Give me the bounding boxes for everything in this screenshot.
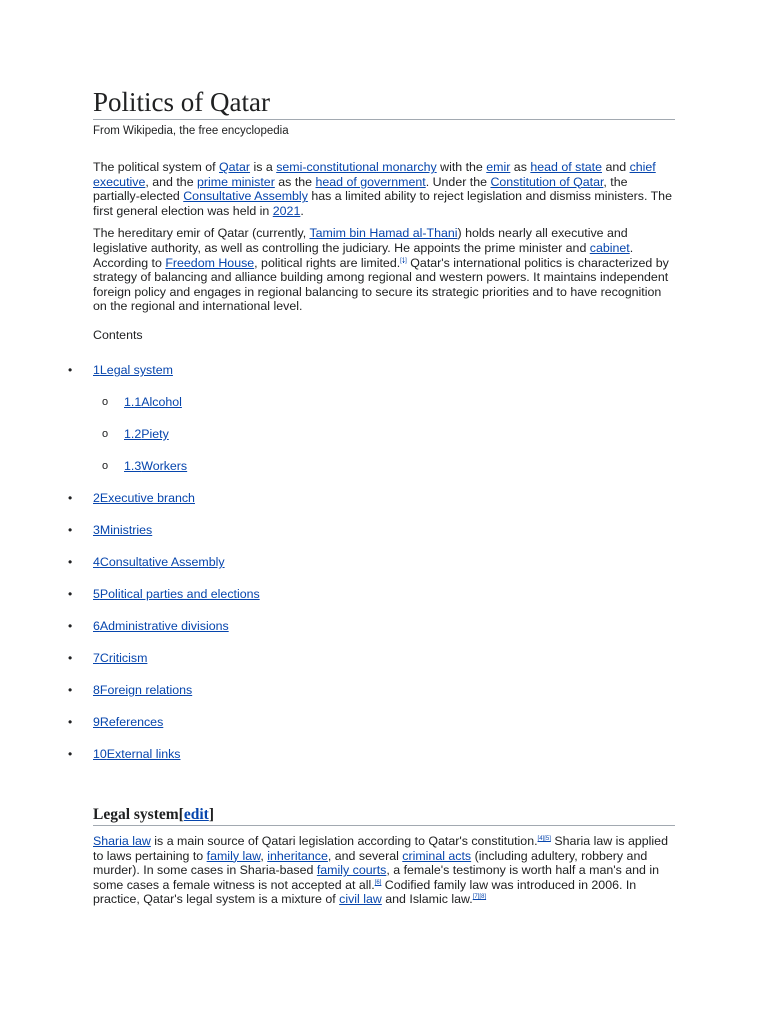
text-run: and Islamic law. [381,892,473,907]
lead-paragraph-1 [93,160,675,218]
inline-link[interactable]: head of government [315,174,426,189]
text-run: and [602,160,630,174]
contents-title: Contents [93,327,143,342]
toc-link[interactable] [93,651,147,666]
inline-link[interactable]: Qatar [219,160,251,174]
toc-label: External links [106,747,181,761]
legal-system-paragraph [93,834,675,907]
circle-bullet-icon: o [102,428,109,440]
toc-link[interactable] [93,587,260,602]
text-run: The political system of [93,160,220,174]
toc-label: Legal system [99,363,173,377]
citation [538,836,551,842]
text-run: , and the [145,174,198,189]
inline-link[interactable]: semi-constitutional monarchy [276,160,437,174]
text-run: , a female's testimony is worth half a man's and in some cases a female witness is not accepted at all. [93,863,660,892]
section-heading-legal-system: Legal system[edit] [93,806,675,826]
circle-bullet-icon: o [102,396,109,408]
citation-link[interactable]: [1] [400,257,407,264]
toc-number: 3 [93,523,100,537]
bullet-icon: • [68,491,73,505]
text-run: as [510,160,531,174]
toc-label: Ministries [99,523,153,537]
text-run: , the partially-elected [93,174,628,204]
toc-label: Administrative divisions [99,619,229,633]
toc-link[interactable] [124,427,169,442]
text-run: . [300,203,304,218]
toc-number: 5 [93,587,100,601]
bullet-icon: • [68,523,73,537]
inline-link[interactable]: chief executive [93,160,656,189]
text-run: (including adultery, robbery and murder). In some cases in Sharia-based [93,848,648,878]
toc-label: Political parties and elections [99,587,260,601]
toc-link[interactable] [93,363,173,378]
toc-label: Consultative Assembly [99,555,225,569]
toc-number: 9 [93,715,100,729]
bullet-icon: • [68,715,73,729]
text-run: , [260,848,268,863]
inline-link[interactable]: Freedom House [165,255,255,270]
article [93,86,675,342]
bullet-icon: • [68,619,73,633]
text-run: Sharia law is applied to laws pertaining to [93,834,668,863]
page-title: Politics of Qatar [93,86,675,120]
inline-link[interactable]: 2021 [272,203,301,218]
bullet-icon: • [68,651,73,665]
inline-link[interactable]: emir [486,160,511,174]
bullet-icon: • [68,363,73,377]
inline-link[interactable]: inheritance [267,848,328,863]
text-run: . According to [93,240,634,270]
toc-label: References [99,715,164,729]
toc-link[interactable] [93,715,163,730]
toc-number: 2 [93,491,100,505]
inline-link[interactable]: head of state [530,160,602,174]
toc-label: Workers [141,459,188,473]
toc-label: Criticism [99,651,148,665]
inline-link[interactable]: prime minister [197,174,275,189]
toc-number: 6 [93,619,100,633]
text-run: , political rights are limited. [254,255,401,270]
inline-link[interactable]: criminal acts [402,848,472,863]
citation-link[interactable]: [6] [374,879,382,886]
toc-number: 7 [93,651,100,665]
toc-number: 10 [93,747,107,761]
text-run: has a limited ability to reject legislation and dismiss ministers. The first general election was held in [93,189,672,218]
inline-link[interactable]: civil law [339,892,382,907]
inline-link[interactable]: cabinet [589,240,630,255]
toc-number: 1.1 [124,395,142,409]
toc-number: 1 [93,363,100,377]
inline-link[interactable]: Consultative Assembly [183,189,308,204]
circle-bullet-icon: o [102,460,109,472]
text-run: The hereditary emir of Qatar (currently, [93,226,310,241]
text-run: Qatar's international politics is characterized by strategy of balancing and alliance building among regional and western powers. It maintains independent foreign policy and engages in regional balancing to secure its strategic priorities and to have recognition on the regional and international level. [93,255,669,314]
toc-label: Executive branch [99,491,195,505]
inline-link[interactable]: Constitution of Qatar [490,174,604,189]
toc-link[interactable] [93,523,152,538]
toc-number: 8 [93,683,100,697]
section-heading-text: Legal system [93,806,179,823]
toc-link[interactable] [93,619,229,634]
text-run: , and several [327,848,403,863]
bullet-icon: • [68,587,73,601]
inline-link[interactable]: family courts [316,863,387,878]
lead-paragraph-2 [93,226,675,314]
bullet-icon: • [68,747,73,761]
citation-link[interactable]: [7][8] [472,894,487,901]
bullet-icon: • [68,683,73,697]
citation [473,894,486,900]
toc-link[interactable] [93,555,225,570]
text-run: ) holds nearly all executive and legislative authority, as well as controlling the judiciary. He appoints the prime minister and [93,226,628,255]
text-run: as the [274,174,316,189]
edit-link[interactable]: edit [183,806,209,823]
toc-label: Alcohol [141,395,182,409]
site-tagline: From Wikipedia, the free encyclopedia [93,125,289,137]
toc-link[interactable] [124,395,182,410]
text-run: . Under the [425,174,491,189]
toc-number: 1.3 [124,459,142,473]
text-run: with the [436,160,487,174]
toc-link[interactable] [93,747,180,762]
text-run: is a [250,160,277,174]
bullet-icon: • [68,555,73,569]
inline-link[interactable]: family law [206,848,261,863]
toc-number: 4 [93,555,100,569]
inline-link[interactable]: Sharia law [93,834,151,848]
citation [400,257,407,263]
toc-link[interactable] [124,459,187,474]
toc-link[interactable] [93,491,195,506]
text-run: Codified family law was introduced in 2006. In practice, Qatar's legal system is a mixture of [93,877,637,907]
toc-label: Piety [141,427,169,441]
section-body-legal-system [93,834,675,907]
citation-link[interactable]: [4][5] [537,835,551,842]
inline-link[interactable]: Tamim bin Hamad al-Thani [309,226,458,241]
toc-link[interactable] [93,683,192,698]
text-run: is a main source of Qatari legislation according to Qatar's constitution. [150,834,538,848]
toc-number: 1.2 [124,427,142,441]
toc-label: Foreign relations [99,683,193,697]
